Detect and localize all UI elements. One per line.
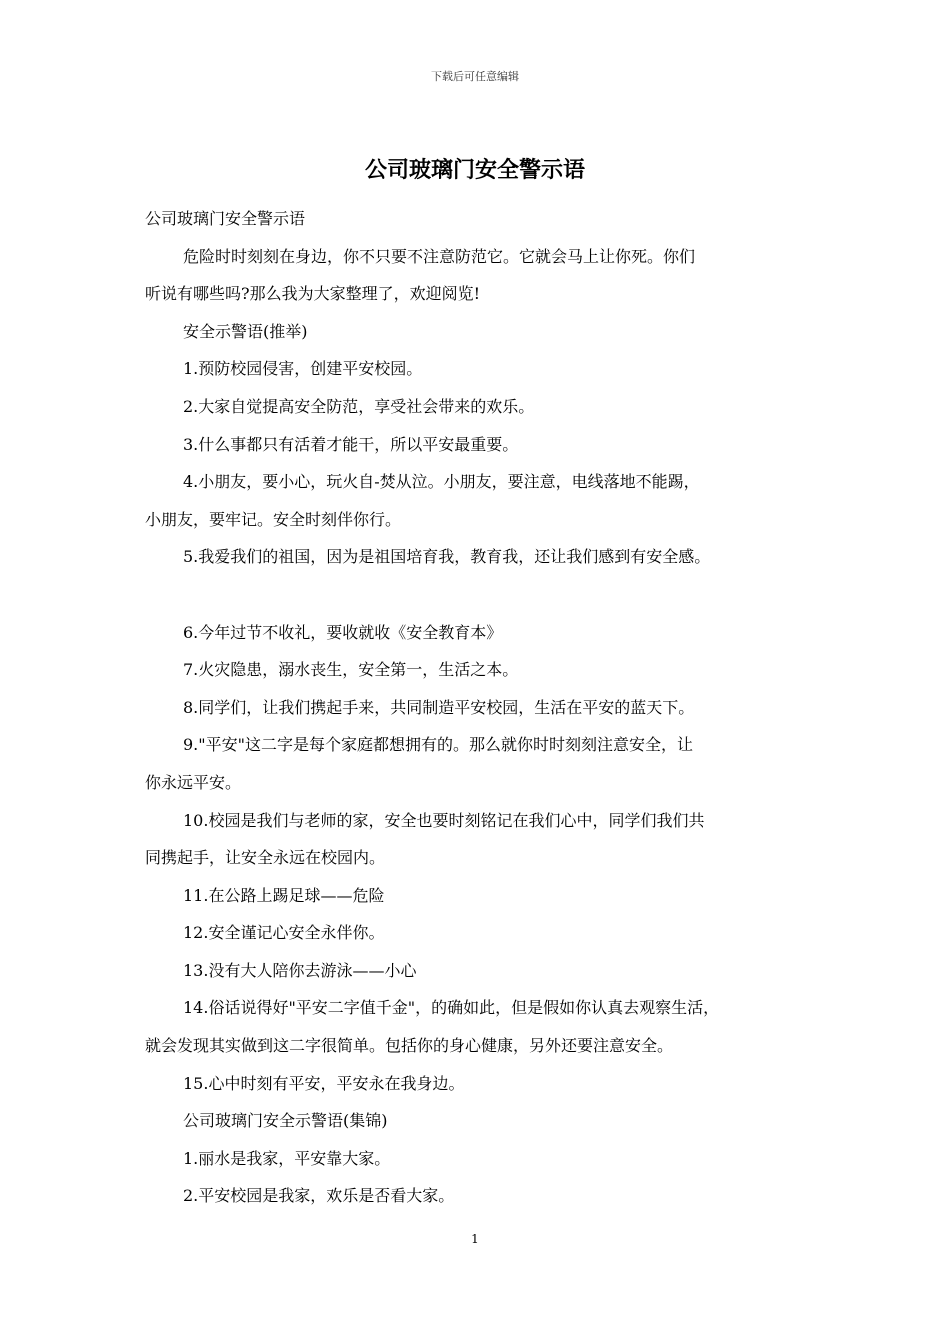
document-body <box>145 200 825 1215</box>
paragraph-line: 你永远平安。 <box>145 772 242 792</box>
paragraph-line: 15.心中时刻有平安，平安永在我身边。 <box>183 1073 465 1093</box>
paragraph-line: 1.丽水是我家，平安靠大家。 <box>183 1148 391 1168</box>
paragraph-line: 公司玻璃门安全警示语 <box>145 209 306 228</box>
paragraph-line: 5.我爱我们的祖国，因为是祖国培育我，教育我，还让我们感到有安全感。 <box>183 547 711 567</box>
blank-line <box>145 576 825 614</box>
paragraph-line: 9."平安"这二字是每个家庭都想拥有的。那么就你时时刻刻注意安全，让 <box>183 735 693 755</box>
paragraph-line: 安全示警语(推举) <box>183 321 308 341</box>
paragraph-line: 4.小朋友，要小心，玩火自-焚从泣。小朋友，要注意，电线落地不能踢， <box>183 472 700 492</box>
document-title: 公司玻璃门安全警示语 <box>364 157 585 183</box>
paragraph-line: 7.火灾隐患，溺水丧生，安全第一，生活之本。 <box>183 660 519 680</box>
paragraph-line: 11.在公路上踢足球——危险 <box>183 885 385 905</box>
paragraph-line: 危险时时刻刻在身边，你不只要不注意防范它。它就会马上让你死。你们 <box>183 246 696 266</box>
paragraph-line: 8.同学们，让我们携起手来，共同制造平安校园，生活在平安的蓝天下。 <box>183 697 695 717</box>
paragraph-line: 听说有哪些吗?那么我为大家整理了，欢迎阅览! <box>145 284 481 304</box>
paragraph-line: 公司玻璃门安全示警语(集锦) <box>183 1111 388 1131</box>
paragraph-line: 2.大家自觉提高安全防范，享受社会带来的欢乐。 <box>183 396 535 416</box>
page-number: 1 <box>471 1232 479 1246</box>
paragraph-line: 6.今年过节不收礼，要收就收《安全教育本》 <box>183 622 503 642</box>
paragraph-line: 2.平安校园是我家，欢乐是否看大家。 <box>183 1186 455 1206</box>
paragraph-line: 同携起手，让安全永远在校园内。 <box>145 848 386 868</box>
paragraph-line: 1.预防校园侵害，创建平安校园。 <box>183 359 423 379</box>
header-note: 下载后可任意编辑 <box>431 70 519 83</box>
paragraph-line: 小朋友，要牢记。安全时刻伴你行。 <box>145 509 402 529</box>
paragraph-line: 10.校园是我们与老师的家，安全也要时刻铭记在我们心中，同学们我们共 <box>183 810 705 830</box>
paragraph-line: 14.俗话说得好"平安二字值千金"，的确如此，但是假如你认真去观察生活， <box>183 998 720 1018</box>
paragraph-line: 13.没有大人陪你去游泳——小心 <box>183 960 417 980</box>
paragraph-line: 3.什么事都只有活着才能干，所以平安最重要。 <box>183 434 519 454</box>
paragraph-line: 就会发现其实做到这二字很简单。包括你的身心健康，另外还要注意安全。 <box>145 1036 674 1056</box>
paragraph-line: 12.安全谨记心安全永伴你。 <box>183 923 385 943</box>
